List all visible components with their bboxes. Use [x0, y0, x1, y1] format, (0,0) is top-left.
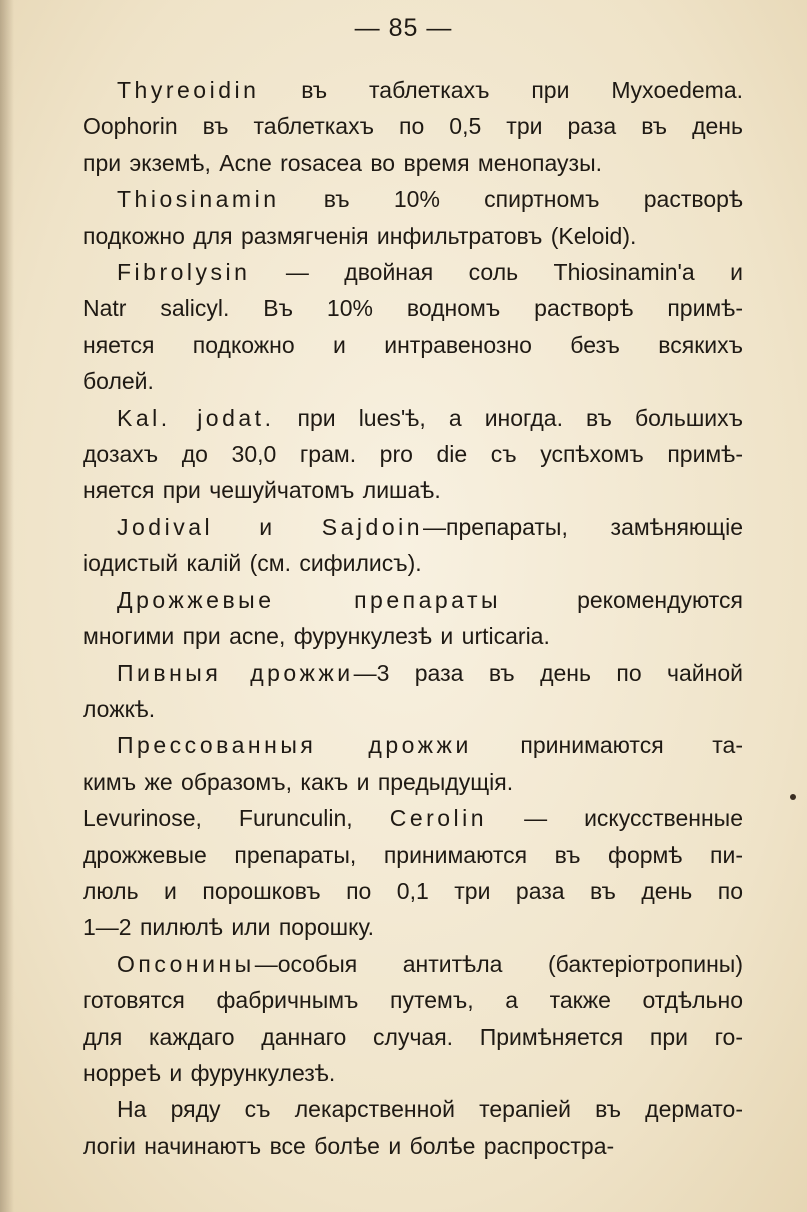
text-line: [83, 873, 743, 909]
text-line: [83, 1091, 743, 1127]
spaced-term: Thiosinamin: [117, 186, 280, 213]
text-line: [83, 1128, 743, 1164]
text-line: [83, 363, 743, 399]
paragraph: [83, 800, 743, 946]
text-line: [83, 909, 743, 945]
spaced-term: Thyreoidin: [117, 77, 260, 103]
ink-speck: [790, 794, 796, 800]
line-text: подкожно для размягченія инфильтратовъ (Keloid).: [83, 222, 637, 249]
line-text: норреѣ и фурункулезѣ.: [83, 1059, 336, 1086]
line-text: Oophorin въ таблеткахъ по 0,5 три раза въ день: [83, 113, 743, 140]
line-text: рекомендуются: [501, 586, 743, 613]
line-text: дрожжевые препараты, принимаются въ формѣ пи-: [83, 841, 743, 868]
line-text: многими при acne, фурункулезѣ и urticaria.: [83, 623, 550, 650]
paragraph: [83, 1091, 743, 1164]
line-text: люль и порошковъ по 0,1 три раза въ день по: [83, 877, 743, 904]
text-line: [83, 327, 743, 363]
line-text: няется при чешуйчатомъ лишаѣ.: [83, 477, 441, 504]
line-text: готовятся фабричнымъ путемъ, а также отдѣльно: [83, 987, 743, 1014]
line-text: —препараты, замѣняющіе: [423, 513, 743, 540]
text-line: [83, 946, 743, 982]
spaced-term: Cerolin: [389, 805, 488, 832]
line-text: На ряду съ лекарственной терапіей въ дермато-: [117, 1096, 743, 1123]
text-line: [83, 218, 743, 254]
paragraph: [83, 181, 743, 254]
spaced-term: Fibrolysin: [117, 259, 251, 286]
text-line: [83, 618, 743, 654]
paragraph: [83, 400, 743, 509]
line-text: іодистый калій (см. сифилисъ).: [83, 550, 422, 577]
page-edge-shadow: [0, 0, 14, 1212]
paragraph: [83, 727, 743, 800]
text-line: [83, 655, 743, 691]
line-text: няется подкожно и интравенозно безъ всякихъ: [83, 331, 743, 358]
paragraph: [83, 655, 743, 728]
line-text: логіи начинаютъ все болѣе и болѣе распростра-: [83, 1132, 615, 1159]
line-text: при экземѣ, Acne rosacea во время менопаузы.: [83, 149, 602, 176]
text-line: [83, 108, 743, 144]
line-text: въ 10% спиртномъ растворѣ: [279, 186, 743, 213]
text-line: [83, 290, 743, 326]
text-line: [83, 545, 743, 581]
line-text: въ таблеткахъ при Myxoedema.: [259, 77, 743, 103]
text-line: [83, 1019, 743, 1055]
paragraph: [83, 72, 743, 181]
line-text: 1—2 пилюлѣ или порошку.: [83, 914, 375, 941]
text-line: [83, 764, 743, 800]
line-text: — искусственные: [487, 805, 744, 832]
line-text: кимъ же образомъ, какъ и предыдущія.: [83, 768, 514, 795]
text-line: [83, 800, 743, 836]
paragraph: [83, 582, 743, 655]
line-text: для каждаго даннаго случая. Примѣняется при го-: [83, 1023, 743, 1050]
text-line: [83, 727, 743, 763]
text-line: [83, 436, 743, 472]
spaced-term: Kal. jodat.: [117, 404, 275, 431]
page-number: — 85 —: [354, 14, 453, 42]
paragraph: [83, 509, 743, 582]
text-line: [83, 691, 743, 727]
text-line: [83, 254, 743, 290]
text-line: [83, 145, 743, 181]
text-line: [83, 982, 743, 1018]
spaced-term: Jodival и Sajdoin: [117, 513, 424, 540]
spaced-term: Опсонины: [117, 950, 255, 977]
line-text: —3 раза въ день по чайной: [353, 659, 743, 686]
spaced-term: Пивныя дрожжи: [117, 659, 354, 686]
text-line: [83, 181, 743, 217]
text-line: [83, 400, 743, 436]
line-text: ложкѣ.: [83, 695, 156, 722]
line-text: при lues'ѣ, а иногда. въ большихъ: [274, 404, 743, 431]
spaced-term: Прессованныя дрожжи: [117, 732, 472, 759]
paragraph: [83, 254, 743, 400]
page-text: [83, 72, 743, 1164]
line-text: Natr salicyl. Въ 10% водномъ растворѣ примѣ-: [83, 295, 743, 322]
text-line: [83, 509, 743, 545]
spaced-term: Дрожжевые препараты: [117, 586, 502, 613]
text-line: [83, 582, 743, 618]
line-text: принимаются та-: [471, 732, 743, 759]
line-text: — двойная соль Thiosinamin'a и: [250, 259, 743, 286]
text-line: [83, 72, 743, 108]
text-line: [83, 837, 743, 873]
text-line: [83, 1055, 743, 1091]
paragraph: [83, 946, 743, 1092]
text-line: [83, 472, 743, 508]
line-text: —особыя антитѣла (бактеріотропины): [254, 950, 743, 977]
line-text: Levurinose, Furunculin,: [83, 805, 390, 832]
line-text: болей.: [83, 368, 154, 395]
line-text: дозахъ до 30,0 грам. pro die съ успѣхомъ примѣ-: [83, 441, 743, 468]
